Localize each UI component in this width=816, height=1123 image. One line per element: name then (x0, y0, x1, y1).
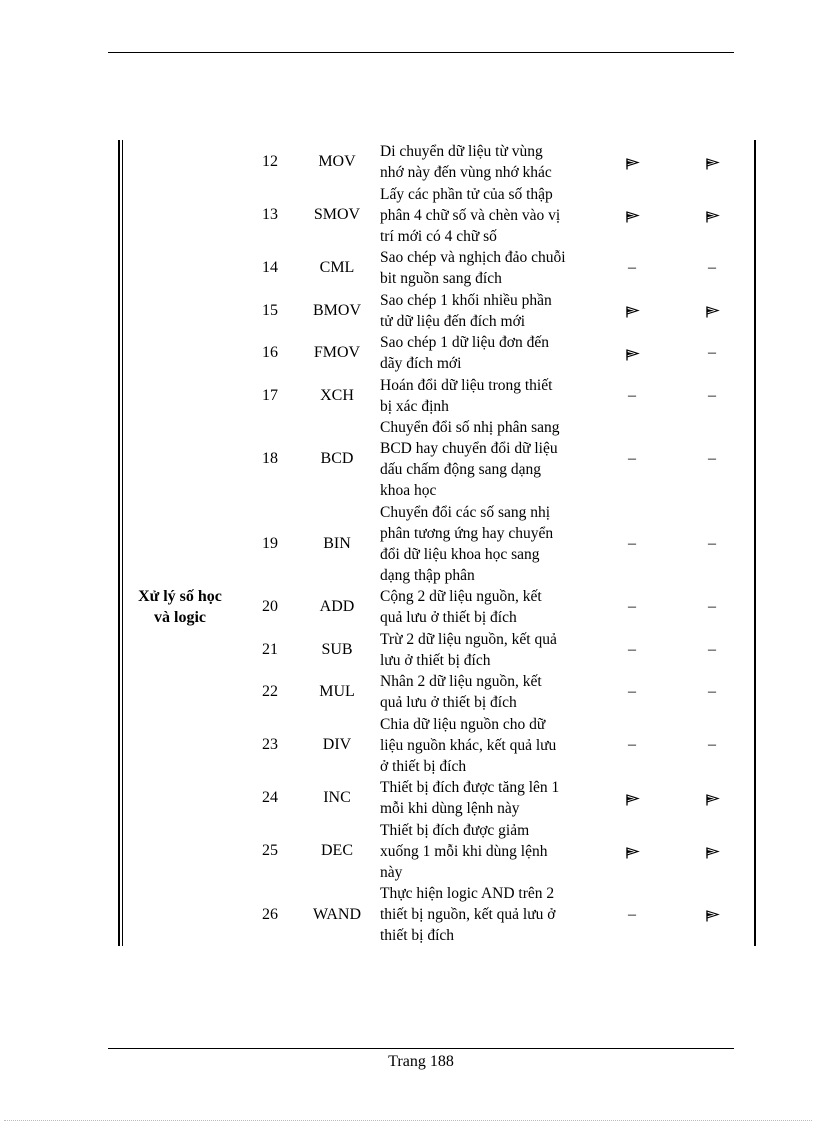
dash-text: – (628, 598, 636, 616)
instruction-description (380, 883, 595, 946)
description-line: trí mới có 4 chữ số (380, 227, 497, 245)
dash-text: – (628, 905, 636, 923)
dash-mark (602, 387, 662, 405)
dash-mark (602, 535, 662, 553)
description-line: quả lưu ở thiết bị đích (380, 609, 517, 626)
dash-text: – (628, 736, 636, 754)
description-line: Sao chép 1 khối nhiều phần (380, 291, 552, 309)
description-line: đổi dữ liệu khoa học sang (380, 545, 540, 563)
instruction-description (380, 586, 595, 628)
description-line: Thiết bị đích được giảm (380, 821, 530, 839)
description-line: thiết bị nguồn, kết quả lưu ở (380, 906, 556, 923)
description-line: liệu nguồn khác, kết quả lưu (380, 736, 557, 754)
instruction-mnemonic: XCH (320, 386, 354, 404)
flag-icon (682, 906, 742, 924)
dash-mark (602, 736, 662, 754)
dash-text: – (708, 640, 716, 658)
dash-text: – (708, 386, 716, 404)
instruction-description (380, 820, 595, 883)
instruction-description (380, 332, 595, 374)
dash-text: – (708, 534, 716, 552)
instruction-mnemonic: SUB (321, 640, 353, 658)
instruction-number: 22 (262, 683, 278, 701)
flag-icon (602, 206, 662, 224)
table-left-double-border-outer (118, 140, 120, 946)
description-line: xuống 1 mỗi khi dùng lệnh (380, 842, 548, 860)
dash-mark (682, 598, 742, 616)
instruction-mnemonic: DIV (322, 736, 352, 754)
dash-mark (602, 906, 662, 924)
dash-mark (602, 683, 662, 701)
description-line: ở thiết bị đích (380, 757, 467, 775)
instruction-number: 21 (262, 640, 278, 658)
flag-icon (682, 206, 742, 224)
description-line: dãy đích mới (380, 355, 462, 372)
table-row (250, 375, 750, 418)
table-row (250, 586, 750, 629)
description-line: quả lưu ở thiết bị đích (380, 694, 517, 711)
flag-icon (682, 842, 742, 860)
instruction-description (380, 184, 595, 247)
instruction-number: 12 (262, 153, 278, 171)
description-line: dấu chấm động sang dạng (380, 461, 541, 478)
instruction-number: 25 (262, 842, 278, 860)
dash-text: – (708, 344, 716, 362)
header-rule (108, 52, 734, 53)
instruction-description (380, 375, 595, 417)
description-line: BCD hay chuyển đổi dữ liệu (380, 440, 558, 457)
instruction-mnemonic: BMOV (312, 301, 361, 319)
table-right-border (754, 140, 756, 946)
description-line: Thiết bị đích được tăng lên 1 (380, 779, 560, 796)
description-line: phân 4 chữ số và chèn vào vị (380, 206, 561, 224)
instruction-mnemonic: MOV (318, 153, 356, 171)
page-edge-dotted-line (4, 1120, 812, 1121)
instruction-description (380, 714, 595, 777)
instruction-mnemonic: ADD (319, 598, 355, 616)
instruction-number: 19 (262, 534, 278, 552)
description-line: lưu ở thiết bị đích (380, 651, 491, 669)
description-line: dạng thập phân (380, 566, 475, 584)
dash-text: – (708, 598, 716, 616)
description-line: Chuyển đổi số nhị phân sang (380, 419, 560, 436)
instruction-number: 17 (262, 386, 278, 404)
instruction-number: 23 (262, 736, 278, 754)
description-line: Sao chép và nghịch đảo chuỗi (380, 249, 566, 266)
instruction-description (380, 502, 595, 586)
description-line: Nhân 2 dữ liệu nguồn, kết (380, 673, 542, 690)
instruction-number: 13 (262, 206, 278, 224)
table-row (250, 332, 750, 375)
dash-mark (602, 450, 662, 468)
group-label-line: và logic (154, 609, 206, 626)
flag-icon (602, 842, 662, 860)
instruction-number: 18 (262, 450, 278, 468)
instruction-mnemonic: DEC (321, 842, 353, 860)
flag-icon (602, 302, 662, 320)
description-line: Chia dữ liệu nguồn cho dữ (380, 715, 546, 733)
instruction-description (380, 417, 595, 501)
description-line: Sao chép 1 dữ liệu đơn đến (380, 334, 549, 351)
dash-text: – (628, 640, 636, 658)
dash-mark (602, 259, 662, 277)
instruction-number: 14 (262, 259, 278, 277)
dash-mark (682, 387, 742, 405)
instruction-description (380, 671, 595, 713)
dash-text: – (628, 534, 636, 552)
dash-mark (602, 641, 662, 659)
dash-mark (602, 598, 662, 616)
dash-text: – (628, 450, 636, 468)
dash-mark (682, 535, 742, 553)
instruction-number: 24 (262, 789, 278, 807)
description-line: Hoán đổi dữ liệu trong thiết (380, 376, 553, 394)
dash-text: – (708, 683, 716, 701)
instruction-mnemonic: INC (323, 789, 351, 807)
flag-icon (682, 789, 742, 807)
instruction-mnemonic: WAND (313, 905, 361, 923)
flag-icon (682, 153, 742, 171)
instruction-description (380, 141, 595, 183)
instruction-number: 16 (262, 344, 278, 362)
description-line: thiết bị đích (380, 927, 455, 944)
instruction-number: 20 (262, 598, 278, 616)
dash-text: – (628, 386, 636, 404)
description-line: Chuyển đổi các số sang nhị (380, 503, 551, 521)
flag-icon (602, 344, 662, 362)
instruction-number: 15 (262, 301, 278, 319)
flag-icon (602, 153, 662, 171)
table-row (250, 290, 750, 333)
table-row (250, 777, 750, 820)
dash-mark (682, 736, 742, 754)
description-line: Cộng 2 dữ liệu nguồn, kết (380, 588, 542, 605)
instruction-mnemonic: FMOV (313, 344, 361, 362)
flag-icon (682, 302, 742, 320)
dash-mark (682, 450, 742, 468)
table-left-double-border-inner (122, 140, 123, 946)
dash-text: – (708, 259, 716, 277)
table-row (250, 820, 750, 884)
description-line: nhớ này đến vùng nhớ khác (380, 164, 552, 181)
table-row (250, 141, 750, 184)
footer-rule (108, 1048, 734, 1049)
instruction-mnemonic: CML (319, 259, 355, 277)
table-row (250, 671, 750, 714)
table-row (250, 417, 750, 502)
dash-text: – (628, 683, 636, 701)
group-label (124, 586, 236, 628)
dash-mark (682, 344, 742, 362)
instruction-mnemonic: BIN (323, 534, 351, 552)
table-row (250, 502, 750, 587)
description-line: này (380, 863, 403, 881)
description-line: bit nguồn sang đích (380, 270, 502, 287)
dash-mark (682, 641, 742, 659)
description-line: khoa học (380, 482, 437, 499)
instruction-description (380, 247, 595, 289)
instruction-mnemonic: BCD (320, 450, 354, 468)
instruction-description (380, 777, 595, 819)
description-line: Di chuyển dữ liệu từ vùng (380, 143, 543, 160)
dash-text: – (708, 450, 716, 468)
instruction-number: 26 (262, 905, 278, 923)
instruction-mnemonic: MUL (319, 683, 355, 701)
description-line: mỗi khi dùng lệnh này (380, 800, 520, 817)
description-line: Lấy các phần tử của số thập (380, 185, 553, 203)
description-line: phân tương ứng hay chuyển (380, 524, 554, 542)
table-row (250, 883, 750, 947)
group-label-line: Xử lý số học (138, 588, 222, 605)
table-row (250, 629, 750, 672)
description-line: Trừ 2 dữ liệu nguồn, kết quả (380, 630, 557, 648)
description-line: Thực hiện logic AND trên 2 (380, 885, 555, 902)
dash-mark (682, 259, 742, 277)
table-row (250, 247, 750, 290)
table-row (250, 714, 750, 778)
flag-icon (602, 789, 662, 807)
description-line: bị xác định (380, 397, 449, 415)
description-line: tử dữ liệu đến đích mới (380, 312, 526, 330)
dash-text: – (628, 259, 636, 277)
dash-text: – (708, 736, 716, 754)
instruction-description (380, 290, 595, 332)
table-row (250, 184, 750, 248)
instruction-mnemonic: SMOV (313, 206, 361, 224)
page-number: Trang 188 (388, 1053, 454, 1070)
dash-mark (682, 683, 742, 701)
instruction-description (380, 629, 595, 671)
